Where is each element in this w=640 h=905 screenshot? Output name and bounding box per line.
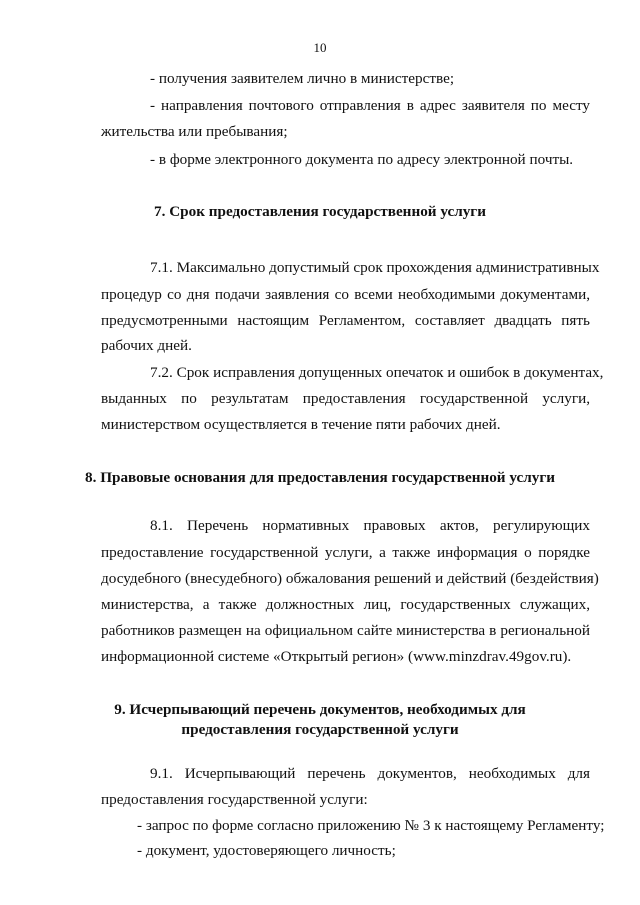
section-8-p1-line-5: работников размещен на официальном сайте министерства в региональной — [101, 622, 590, 639]
section-9-list-item-2: - документ, удостоверяющего личность; — [137, 842, 396, 859]
section-9-heading-line-1: 9. Исчерпывающий перечень документов, необходимых для — [114, 701, 526, 718]
section-7-p1-line-1: 7.1. Максимально допустимый срок прохождения административных — [150, 259, 600, 276]
section-8-heading: 8. Правовые основания для предоставления государственной услуги — [85, 469, 555, 486]
section-8-p1-line-4: министерства, а также должностных лиц, государственных служащих, — [101, 596, 590, 613]
page-number: 10 — [313, 40, 327, 55]
intro-line-3: - в форме электронного документа по адресу электронной почты. — [150, 151, 574, 168]
section-9-p1-line-1: 9.1. Исчерпывающий перечень документов, необходимых для — [150, 765, 590, 782]
section-7-p1-line-4: рабочих дней. — [101, 337, 192, 354]
intro-line-1: - получения заявителем лично в министерстве; — [150, 70, 455, 87]
section-9-p1-line-2: предоставления государственной услуги: — [101, 791, 368, 808]
intro-line-2a: - направления почтового отправления в адрес заявителя по месту — [150, 97, 590, 114]
section-8-p1-line-2: предоставление государственной услуги, а также информация о порядке — [101, 544, 590, 561]
section-7-p2-line-1: 7.2. Срок исправления допущенных опечаток и ошибок в документах, — [150, 364, 604, 381]
intro-line-2b: жительства или пребывания; — [101, 123, 288, 140]
section-8-p1-line-6: информационной системе «Открытый регион» (www.minzdrav.49gov.ru). — [101, 648, 572, 665]
section-8-p1-line-3: досудебного (внесудебного) обжалования решений и действий (бездействия) — [101, 570, 599, 587]
section-7-p1-line-2: процедур со дня подачи заявления со всеми необходимыми документами, — [101, 286, 590, 303]
section-7-p1-line-3: предусмотренными настоящим Регламентом, составляет двадцать пять — [101, 312, 590, 329]
section-7-p2-line-2: выданных по результатам предоставления государственной услуги, — [101, 390, 590, 407]
section-9-heading-line-2: предоставления государственной услуги — [181, 721, 459, 738]
section-7-p2-line-3: министерством осуществляется в течение пяти рабочих дней. — [101, 416, 501, 433]
section-9-list-item-1: - запрос по форме согласно приложению № 3 к настоящему Регламенту; — [137, 817, 605, 834]
section-8-p1-line-1: 8.1. Перечень нормативных правовых актов, регулирующих — [150, 517, 590, 534]
section-7-heading: 7. Срок предоставления государственной услуги — [154, 203, 486, 220]
